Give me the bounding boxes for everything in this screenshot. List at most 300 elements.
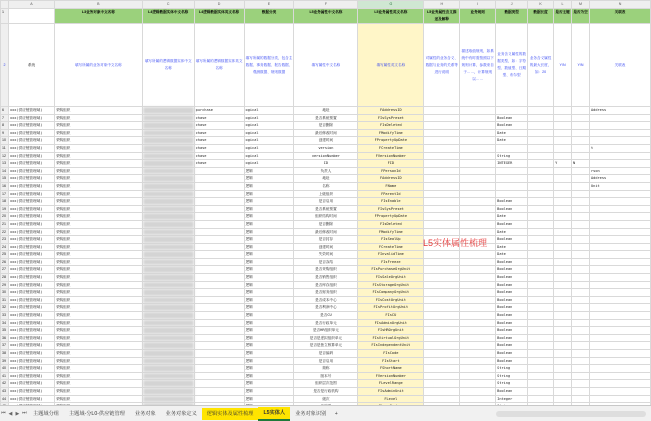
table-cell[interactable] [194,289,244,297]
table-cell[interactable]: xxx(供应链管理域) [8,350,54,358]
table-cell[interactable] [424,182,460,190]
table-cell[interactable] [528,144,554,152]
table-cell[interactable] [528,266,554,274]
table-cell[interactable]: ID [294,160,358,168]
table-cell[interactable] [528,213,554,221]
table-cell[interactable]: purchase [194,107,244,115]
table-cell[interactable] [572,380,590,388]
table-cell[interactable] [528,281,554,289]
table-cell[interactable]: xxx(供应链管理域) [8,236,54,244]
table-cell[interactable]: xxx(供应链管理域) [8,296,54,304]
table-cell[interactable] [572,365,590,373]
table-cell[interactable] [554,357,572,365]
table-cell[interactable] [460,380,496,388]
header-cell[interactable]: 关联表 [590,9,651,24]
table-cell[interactable] [194,175,244,183]
table-cell[interactable]: 逻辑 [244,251,294,259]
table-cell[interactable]: t [590,144,651,152]
table-cell[interactable] [424,387,460,395]
table-cell[interactable]: ogical [244,129,294,137]
table-cell[interactable]: FLevelRange [358,380,424,388]
table-cell[interactable] [142,190,194,198]
table-cell[interactable] [424,266,460,274]
table-cell[interactable] [424,312,460,320]
table-cell[interactable] [460,258,496,266]
table-cell[interactable] [460,296,496,304]
table-cell[interactable]: 采购组织 [54,372,142,380]
table-cell[interactable]: 采购组织 [54,312,142,320]
table-cell[interactable]: Boolean [496,205,528,213]
table-cell[interactable] [528,190,554,198]
table-cell[interactable]: 是否HR组织单元 [294,327,358,335]
table-cell[interactable] [528,160,554,168]
table-cell[interactable]: Date [496,243,528,251]
table-cell[interactable] [572,258,590,266]
table-cell[interactable]: FIsStorageOrgUnit [358,281,424,289]
table-cell[interactable] [590,304,651,312]
table-cell[interactable] [496,182,528,190]
table-cell[interactable] [554,387,572,395]
table-cell[interactable]: xxx(供应链管理域) [8,251,54,259]
table-cell[interactable]: 采购组织 [54,296,142,304]
table-cell[interactable] [590,350,651,358]
table-cell[interactable] [142,129,194,137]
table-cell[interactable]: xxx(供应链管理域) [8,380,54,388]
table-cell[interactable] [424,334,460,342]
table-cell[interactable] [194,387,244,395]
table-cell[interactable]: xxx(供应链管理域) [8,107,54,115]
table-cell[interactable] [496,167,528,175]
table-cell[interactable] [142,395,194,403]
table-cell[interactable]: chase [194,160,244,168]
table-cell[interactable] [142,213,194,221]
table-cell[interactable] [528,304,554,312]
table-cell[interactable] [572,334,590,342]
table-cell[interactable] [572,220,590,228]
table-cell[interactable]: Boolean [496,122,528,130]
table-cell[interactable] [554,236,572,244]
table-cell[interactable] [194,327,244,335]
table-cell[interactable]: FIsSaleOrgUnit [358,274,424,282]
table-cell[interactable]: 组织结构时间 [294,213,358,221]
table-cell[interactable] [590,190,651,198]
table-cell[interactable] [528,137,554,145]
column-header[interactable]: K [528,1,554,9]
table-cell[interactable]: 逻辑 [244,304,294,312]
table-cell[interactable] [142,365,194,373]
table-cell[interactable]: FIsProfitOrgUnit [358,304,424,312]
table-cell[interactable] [590,342,651,350]
table-cell[interactable]: 采购组织 [54,365,142,373]
table-cell[interactable]: 采购组织 [54,319,142,327]
table-cell[interactable]: Address [590,107,651,115]
table-cell[interactable]: 逻辑 [244,236,294,244]
table-cell[interactable]: 逻辑 [244,365,294,373]
table-cell[interactable] [142,236,194,244]
column-header[interactable] [1,1,9,9]
table-cell[interactable]: N [572,160,590,168]
table-cell[interactable]: 采购组织 [54,144,142,152]
table-cell[interactable]: FIsHROrgUnit [358,327,424,335]
description-cell[interactable]: 业务含义属性的数据类型，如：字符型、数值型、日期型、布尔型 [496,24,528,107]
table-cell[interactable] [424,107,460,115]
table-cell[interactable] [424,122,460,130]
table-cell[interactable]: 采购组织 [54,198,142,206]
description-cell[interactable]: 填写所属的逻辑数据实体中文名称 [142,24,194,107]
table-cell[interactable] [528,357,554,365]
table-cell[interactable] [460,220,496,228]
description-cell[interactable]: 填写所属的业务对象中文名称 [54,24,142,107]
table-cell[interactable]: 是否删除 [294,122,358,130]
table-cell[interactable] [460,350,496,358]
table-cell[interactable] [496,175,528,183]
table-cell[interactable] [590,236,651,244]
table-cell[interactable]: xxx(供应链管理域) [8,160,54,168]
table-cell[interactable] [142,319,194,327]
table-cell[interactable] [554,266,572,274]
header-cell[interactable]: 数据类型 [496,9,528,24]
table-cell[interactable]: FCreateTime [358,144,424,152]
table-cell[interactable] [424,213,460,221]
table-cell[interactable] [528,167,554,175]
table-cell[interactable]: xxx(供应链管理域) [8,243,54,251]
table-cell[interactable]: 逻辑 [244,220,294,228]
table-cell[interactable]: Date [496,228,528,236]
table-cell[interactable] [460,129,496,137]
table-cell[interactable] [528,365,554,373]
table-cell[interactable]: 采购组织 [54,243,142,251]
description-cell[interactable]: 填写所属的数据分类，包含主数据、事务数据、报告数据、观测数据、规则数据 [244,24,294,107]
table-cell[interactable]: xxx(供应链管理域) [8,144,54,152]
table-cell[interactable]: 采购组织 [54,342,142,350]
table-cell[interactable] [142,107,194,115]
table-cell[interactable] [528,129,554,137]
table-cell[interactable]: FModifyTime [358,228,424,236]
table-cell[interactable] [460,342,496,350]
table-cell[interactable] [528,114,554,122]
table-cell[interactable]: FAddressID [358,107,424,115]
table-cell[interactable]: FIsEnable [358,198,424,206]
table-cell[interactable]: 采购组织 [54,182,142,190]
sheet-tab-highlighted[interactable]: 逻辑实体及属性梳理 [202,408,259,420]
table-cell[interactable] [590,198,651,206]
table-cell[interactable] [194,266,244,274]
table-cell[interactable]: xxx(供应链管理域) [8,228,54,236]
prev-sheet-icon[interactable]: ◀ [8,410,13,417]
table-cell[interactable] [528,251,554,259]
table-cell[interactable]: Address [590,175,651,183]
table-cell[interactable] [528,175,554,183]
table-cell[interactable] [528,312,554,320]
description-cell[interactable]: Y/N [554,24,572,107]
table-cell[interactable] [194,190,244,198]
table-cell[interactable] [424,198,460,206]
table-cell[interactable] [590,274,651,282]
table-cell[interactable]: 创建时间 [294,137,358,145]
table-cell[interactable]: 采购组织 [54,107,142,115]
sheet-tab[interactable]: 业务对象识别 [295,410,327,417]
header-cell[interactable]: 数据分类 [244,9,294,24]
table-cell[interactable]: 逻辑 [244,281,294,289]
table-cell[interactable] [528,372,554,380]
table-cell[interactable] [572,114,590,122]
table-cell[interactable] [590,380,651,388]
table-cell[interactable]: ogical [244,137,294,145]
table-cell[interactable]: 采购组织 [54,175,142,183]
table-cell[interactable]: 是否销售组织 [294,274,358,282]
table-cell[interactable] [142,274,194,282]
table-cell[interactable]: FPersonId [358,167,424,175]
table-cell[interactable] [460,319,496,327]
table-cell[interactable] [590,205,651,213]
table-cell[interactable] [142,258,194,266]
column-header[interactable]: L [554,1,572,9]
table-cell[interactable] [572,198,590,206]
table-cell[interactable] [554,365,572,373]
table-cell[interactable]: chase [194,137,244,145]
table-cell[interactable] [424,342,460,350]
table-cell[interactable] [424,327,460,335]
table-cell[interactable]: 创建时间 [294,243,358,251]
table-cell[interactable] [528,387,554,395]
table-cell[interactable]: Date [496,129,528,137]
table-cell[interactable]: 逻辑 [244,327,294,335]
column-header[interactable]: J [496,1,528,9]
table-cell[interactable]: INTEGER [496,160,528,168]
table-cell[interactable]: Boolean [496,334,528,342]
table-cell[interactable] [142,357,194,365]
table-cell[interactable]: FIsIndependentUnit [358,342,424,350]
description-cell[interactable]: 业务含义属性的最大长度，如：20 [528,24,554,107]
table-cell[interactable]: 是否冻结 [294,258,358,266]
table-cell[interactable] [572,167,590,175]
table-cell[interactable]: xxx(供应链管理域) [8,274,54,282]
table-cell[interactable]: 逻辑 [244,167,294,175]
table-cell[interactable] [460,357,496,365]
table-cell[interactable] [572,304,590,312]
table-cell[interactable]: Boolean [496,304,528,312]
table-cell[interactable] [572,228,590,236]
table-cell[interactable] [572,372,590,380]
table-cell[interactable] [142,304,194,312]
column-header[interactable]: M [572,1,590,9]
table-cell[interactable] [590,258,651,266]
table-cell[interactable] [424,258,460,266]
table-cell[interactable] [554,296,572,304]
table-cell[interactable]: ogical [244,122,294,130]
table-cell[interactable] [424,205,460,213]
table-cell[interactable] [528,380,554,388]
table-cell[interactable]: 逻辑 [244,205,294,213]
table-cell[interactable]: version [294,144,358,152]
table-cell[interactable] [142,380,194,388]
table-cell[interactable]: 采购组织 [54,357,142,365]
table-cell[interactable]: xxx(供应链管理域) [8,258,54,266]
table-cell[interactable] [142,251,194,259]
table-cell[interactable]: FPropertyUpDate [358,213,424,221]
table-cell[interactable]: xxx(供应链管理域) [8,182,54,190]
table-cell[interactable] [142,281,194,289]
table-cell[interactable]: xxx(供应链管理域) [8,190,54,198]
table-cell[interactable] [194,380,244,388]
table-cell[interactable]: ogical [244,107,294,115]
table-cell[interactable] [572,281,590,289]
table-cell[interactable] [554,167,572,175]
table-cell[interactable]: ogical [244,152,294,160]
table-cell[interactable]: Boolean [496,220,528,228]
table-cell[interactable]: FLevel [358,395,424,403]
table-cell[interactable]: 最后修改时间 [294,228,358,236]
table-cell[interactable] [590,357,651,365]
table-cell[interactable]: 采购组织 [54,160,142,168]
table-cell[interactable] [194,220,244,228]
table-cell[interactable]: 上级组织 [294,190,358,198]
table-cell[interactable]: FIsVirtualOrgUnit [358,334,424,342]
table-cell[interactable] [194,342,244,350]
table-cell[interactable] [554,107,572,115]
table-cell[interactable] [142,122,194,130]
table-cell[interactable] [572,129,590,137]
table-cell[interactable]: xxx(供应链管理域) [8,312,54,320]
table-cell[interactable] [142,350,194,358]
table-cell[interactable]: Boolean [496,198,528,206]
table-cell[interactable]: Boolean [496,296,528,304]
table-cell[interactable]: FIsSealUp [358,236,424,244]
table-cell[interactable]: 逻辑 [244,380,294,388]
table-cell[interactable]: String [496,365,528,373]
table-cell[interactable]: xxx(供应链管理域) [8,114,54,122]
table-cell[interactable] [528,274,554,282]
description-cell[interactable]: 填写属性英文名称 [358,24,424,107]
table-cell[interactable] [194,372,244,380]
table-cell[interactable]: 逻辑 [244,266,294,274]
table-cell[interactable] [460,114,496,122]
table-cell[interactable] [424,160,460,168]
table-cell[interactable]: xxx(供应链管理域) [8,152,54,160]
table-cell[interactable] [554,319,572,327]
table-cell[interactable]: Integer [496,395,528,403]
table-cell[interactable] [554,274,572,282]
table-cell[interactable] [554,251,572,259]
sheet-tab-active[interactable]: L5实体人 [258,407,290,421]
table-cell[interactable]: 逻辑 [244,342,294,350]
table-cell[interactable] [194,243,244,251]
table-cell[interactable] [424,304,460,312]
table-cell[interactable]: 采购组织 [54,228,142,236]
table-cell[interactable]: 采购组织 [54,236,142,244]
table-cell[interactable] [554,281,572,289]
header-cell[interactable]: 是否为空 [572,9,590,24]
table-cell[interactable] [142,205,194,213]
table-cell[interactable]: FIsCode [358,350,424,358]
table-cell[interactable]: 采购组织 [54,380,142,388]
table-cell[interactable]: 逻辑 [244,312,294,320]
table-cell[interactable] [460,365,496,373]
table-cell[interactable] [424,152,460,160]
table-cell[interactable] [142,296,194,304]
table-cell[interactable] [572,236,590,244]
table-cell[interactable] [194,350,244,358]
table-cell[interactable] [554,137,572,145]
table-cell[interactable]: Y [554,160,572,168]
table-cell[interactable] [424,296,460,304]
table-cell[interactable]: 采购组织 [54,251,142,259]
table-cell[interactable] [590,251,651,259]
table-cell[interactable] [590,243,651,251]
table-cell[interactable]: 采购组织 [54,304,142,312]
table-cell[interactable] [194,304,244,312]
next-sheet-icon[interactable]: ▶ [15,410,20,417]
table-cell[interactable]: 采购组织 [54,205,142,213]
table-cell[interactable] [194,258,244,266]
table-cell[interactable] [142,137,194,145]
table-cell[interactable] [572,312,590,320]
table-cell[interactable]: 是否行政单元 [294,319,358,327]
table-cell[interactable]: 逻辑 [244,334,294,342]
header-cell[interactable]: L5业务属性含义描述及解释 [424,9,460,24]
table-cell[interactable] [528,122,554,130]
table-cell[interactable]: FShortName [358,365,424,373]
table-cell[interactable]: 逻辑 [244,213,294,221]
table-cell[interactable] [590,160,651,168]
table-cell[interactable] [194,274,244,282]
table-cell[interactable] [460,266,496,274]
table-cell[interactable] [194,228,244,236]
table-cell[interactable] [554,327,572,335]
table-cell[interactable]: 是否利润中心 [294,304,358,312]
table-cell[interactable] [590,296,651,304]
table-cell[interactable] [554,190,572,198]
horizontal-scrollbar[interactable] [496,411,646,417]
column-header[interactable]: I [460,1,496,9]
table-cell[interactable] [194,281,244,289]
table-cell[interactable] [554,312,572,320]
last-sheet-icon[interactable]: ⏭ [22,410,27,416]
table-cell[interactable] [590,289,651,297]
table-cell[interactable]: xxx(供应链管理域) [8,387,54,395]
table-cell[interactable] [424,129,460,137]
table-cell[interactable]: FInvalidTime [358,251,424,259]
table-cell[interactable]: xxx(供应链管理域) [8,198,54,206]
table-cell[interactable] [424,289,460,297]
table-cell[interactable]: 逻辑 [244,357,294,365]
table-cell[interactable] [142,114,194,122]
table-cell[interactable] [460,122,496,130]
table-cell[interactable] [590,220,651,228]
table-cell[interactable]: 是否系统预置 [294,114,358,122]
table-cell[interactable]: 是否是虚拟组织单元 [294,334,358,342]
table-cell[interactable]: xxx(供应链管理域) [8,395,54,403]
table-cell[interactable] [572,251,590,259]
table-cell[interactable] [528,289,554,297]
table-cell[interactable]: Boolean [496,289,528,297]
table-cell[interactable]: versionNumber [294,152,358,160]
table-cell[interactable] [194,182,244,190]
table-cell[interactable]: 采购组织 [54,114,142,122]
table-cell[interactable] [424,274,460,282]
table-cell[interactable]: Boolean [496,114,528,122]
table-cell[interactable] [528,236,554,244]
table-cell[interactable] [554,350,572,358]
table-cell[interactable]: Boolean [496,327,528,335]
table-cell[interactable]: Boolean [496,357,528,365]
table-cell[interactable]: 是否CU [294,312,358,320]
table-cell[interactable] [194,236,244,244]
table-cell[interactable]: xxx(供应链管理域) [8,319,54,327]
table-cell[interactable]: FIsDeleted [358,220,424,228]
table-cell[interactable] [572,266,590,274]
table-cell[interactable] [194,205,244,213]
